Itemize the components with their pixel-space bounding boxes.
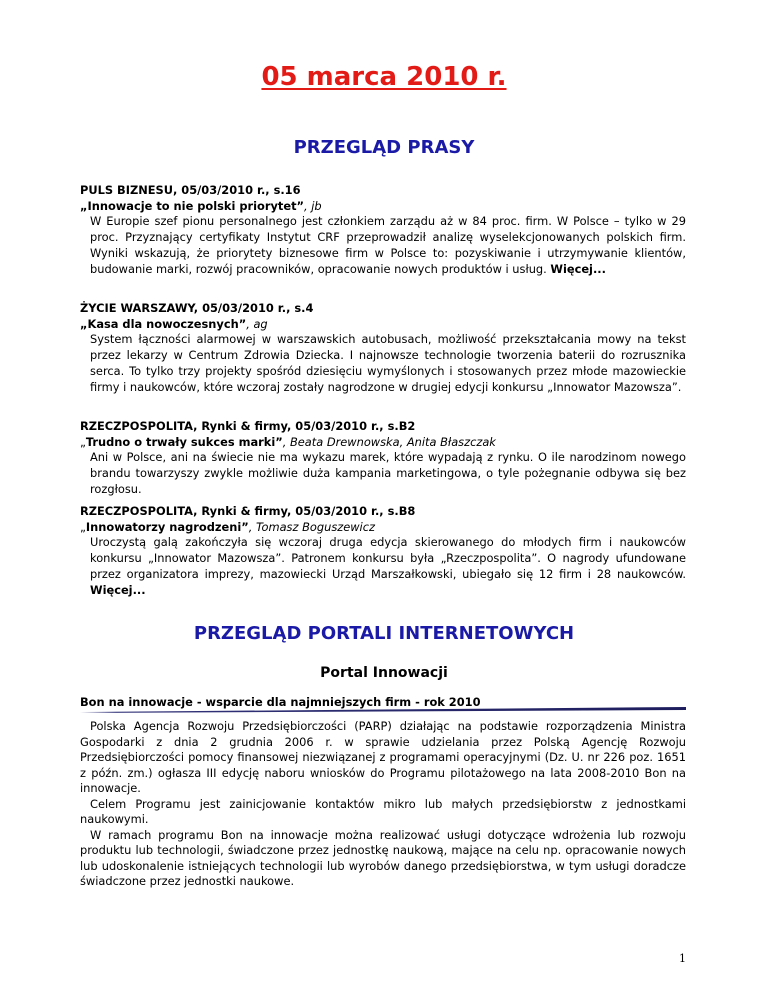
article-author: , ag xyxy=(246,316,268,331)
article-source: PULS BIZNESU, 05/03/2010 r., s.16 xyxy=(80,183,301,197)
article-body xyxy=(90,214,686,277)
article-title-quote: „ xyxy=(80,434,86,449)
article-title: Trudno o trwały sukces marki” xyxy=(85,434,283,449)
article-body xyxy=(90,535,686,598)
article-text: Uroczystą galą zakończyła się wczoraj druga edycja skierowanego do młodych firm i naukowców konkursu „Innowator Mazowsza”. Patronem konkursu była „Rzeczpospolita”. O nagrody ufundowane przez organizatora imprezy, mazowiecki Urząd Marszałkowski, ubiegało się 12 firm i 28 naukowców. xyxy=(90,535,686,581)
article-title-line xyxy=(80,317,686,333)
article-author: , Tomasz Boguszewicz xyxy=(248,519,375,534)
article-title-line xyxy=(80,435,686,451)
section-title-press: PRZEGLĄD PRASY xyxy=(293,137,475,158)
decorative-rule xyxy=(80,705,686,714)
article-title: Innowatorzy nagrodzeni” xyxy=(85,519,249,534)
more-link[interactable]: Więcej... xyxy=(550,261,606,276)
article-source: ŻYCIE WARSZAWY, 05/03/2010 r., s.4 xyxy=(80,301,314,315)
article-source: RZECZPOSPOLITA, Rynki & firmy, 05/03/2010 r., s.B2 xyxy=(80,419,416,433)
press-article xyxy=(80,301,686,395)
document-date: 05 marca 2010 r. xyxy=(261,62,507,92)
press-article xyxy=(80,183,686,277)
article-title: „Innowacje to nie polski priorytet” xyxy=(80,198,305,213)
paragraph: W ramach programu Bon na innowacje można realizować usługi dotyczące wdrożenia lub rozwoju produktu lub technologii, świadczone przez jednostkę naukową, mające na celu np. opracowanie nowych lub udoskonalenie istniejących technologii lub wyrobów danego przedsiębiorstwa, w tym usługi doradcze świadczone przez jednostki naukowe. xyxy=(80,827,686,888)
article-body xyxy=(90,450,686,497)
article-author: , jb xyxy=(304,198,322,213)
article-title-line xyxy=(80,199,686,215)
article-text: System łączności alarmowej w warszawskich autobusach, możliwość przekształcania mowy na tekst przez lekarzy w Centrum Zdrowia Dziecka. I najnowsze technologie tworzenia baterii do rozrusznika serca. To tylko trzy projekty spośród dziesięciu wymyślonych i stosowanych przez młode mazowieckie firmy i naukowców, które wczoraj zostały nagrodzone w drugiej edycji konkursu „Innowator Mazowsza”. xyxy=(90,332,686,394)
press-article xyxy=(80,419,686,498)
article-text: Ani w Polsce, ani na świecie nie ma wykazu marek, które wypadają z rynku. O ile narodzinom nowego brandu towarzyszy zwykle możliwie duża kampania marketingowa, o tyle pożegnanie odbywa się bez rozgłosu. xyxy=(90,450,686,496)
more-link[interactable]: Więcej... xyxy=(90,582,146,597)
section-title-portals: PRZEGLĄD PORTALI INTERNETOWYCH xyxy=(193,623,575,644)
article-title-quote: „ xyxy=(80,519,86,534)
article-source: RZECZPOSPOLITA, Rynki & firmy, 05/03/2010 r., s.B8 xyxy=(80,504,416,518)
article-body xyxy=(90,332,686,395)
press-article xyxy=(80,504,686,598)
article-text: W Europie szef pionu personalnego jest członkiem zarządu aż w 84 proc. firm. W Polsce – tylko w 29 proc. Przyznający certyfikaty Instytut CRF przeprowadził analizę wyselekcjonowanych polskich firm. Wyniki wskazują, że priorytety biznesowe firm w Polsce to: pozyskiwanie i utrzymywanie klientów, budowanie marki, rozwój pracowników, opracowanie nowych produktów i usług. xyxy=(90,214,686,276)
portal-name: Portal Innowacji xyxy=(320,665,448,681)
page-number: 1 xyxy=(679,952,686,965)
article-title-line xyxy=(80,520,686,536)
paragraph: Celem Programu jest zainicjowanie kontaktów mikro lub małych przedsiębiorstw z jednostkami naukowymi. xyxy=(80,796,686,826)
bon-article-title: Bon na innowacje - wsparcie dla najmniejszych firm - rok 2010 xyxy=(80,695,481,709)
article-author: , Beata Drewnowska, Anita Błaszczak xyxy=(282,434,496,449)
bon-article-body xyxy=(80,719,686,890)
article-title: „Kasa dla nowoczesnych” xyxy=(80,316,247,331)
paragraph: Polska Agencja Rozwoju Przedsiębiorczości (PARP) działając na podstawie rozporządzenia Ministra Gospodarki z dnia 2 grudnia 2006 r. w sprawie udzielania przez Polską Agencję Rozwoju Przedsiębiorczości pomocy finansowej niezwiązanej z programami operacyjnymi (Dz. U. nr 226 poz. 1651 z późn. zm.) ogłasza III edycję naboru wniosków do Programu pilotażowego na lata 2008-2010 Bon na innowacje. xyxy=(80,719,686,795)
